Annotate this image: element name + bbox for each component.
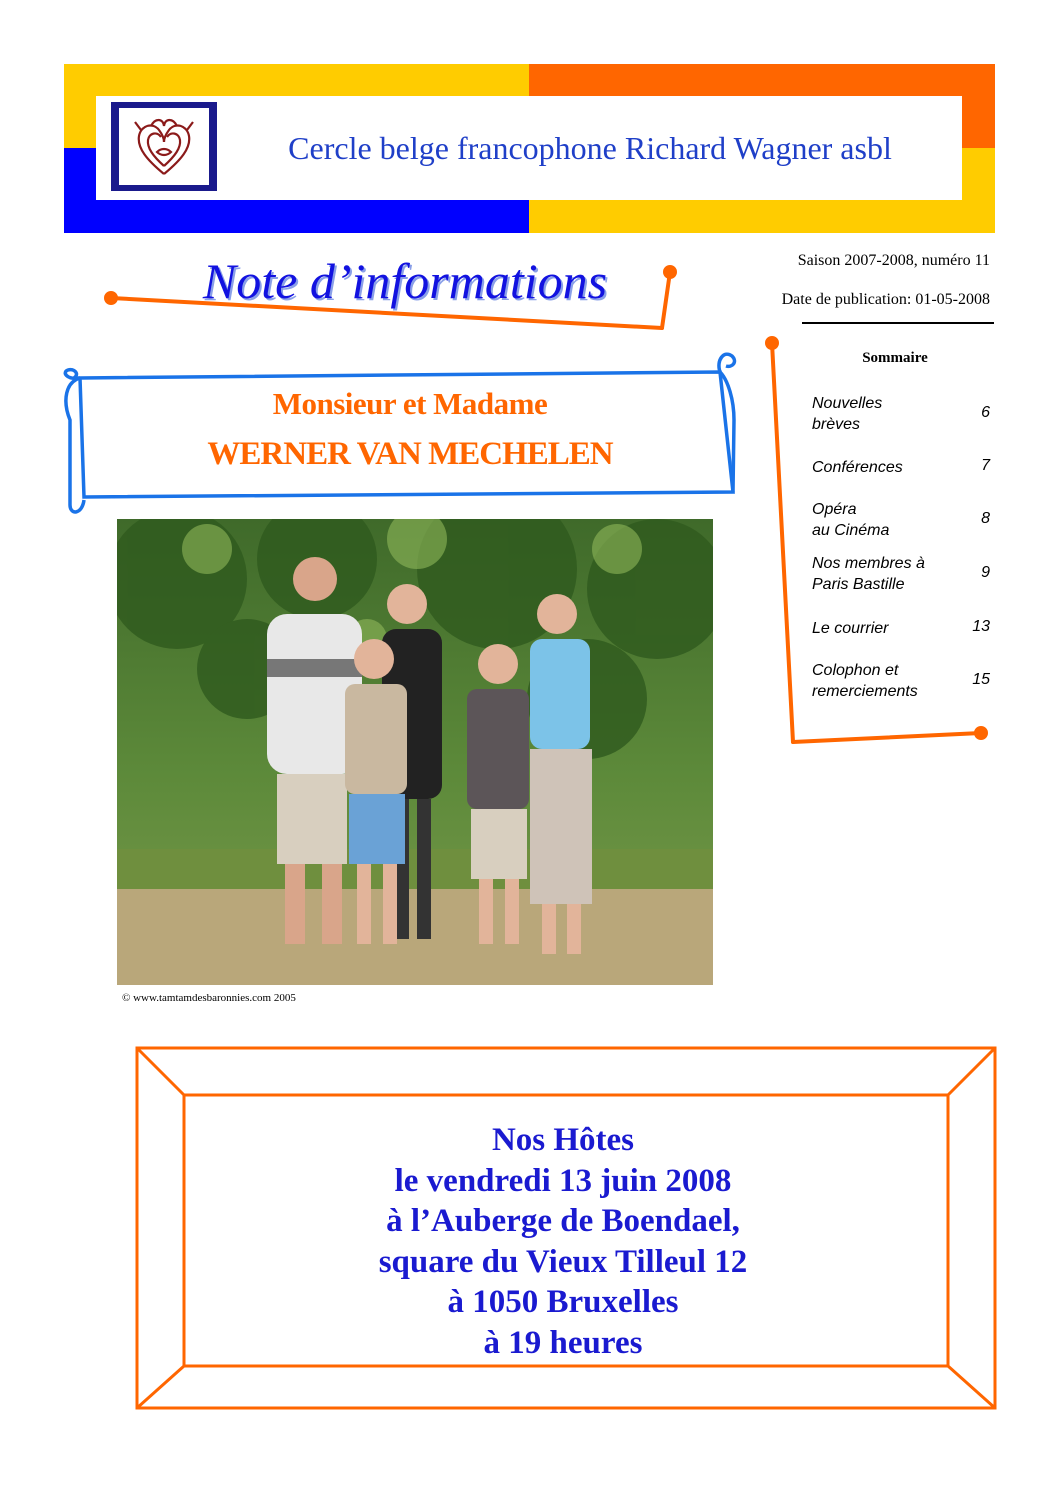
event-line: à l’Auberge de Boendael, (386, 1203, 740, 1239)
summary-item-label-line2: Paris Bastille (812, 576, 905, 593)
summary-item-page: 8 (981, 510, 990, 527)
family-photo-image (117, 519, 713, 985)
event-announcement (188, 1120, 938, 1363)
summary-heading: Sommaire (862, 350, 928, 366)
summary-item-page: 9 (981, 564, 990, 581)
summary-item-label-line2: remerciements (812, 683, 918, 700)
photo-credit: © www.tamtamdesbaronnies.com 2005 (122, 992, 296, 1004)
summary-item-label: Nos membres à (812, 555, 925, 572)
feature-name: WERNER VAN MECHELEN (207, 436, 613, 472)
summary-item-label-line2: brèves (812, 416, 861, 433)
summary-item-label: Conférences (812, 459, 903, 476)
feature-salutation: Monsieur et Madame (272, 386, 548, 421)
newsletter-title: Note d’informations (202, 253, 608, 309)
summary-item-label: Colophon et (812, 662, 899, 679)
summary-item[interactable] (812, 393, 992, 437)
event-line: Nos Hôtes (491, 1122, 635, 1158)
summary-item[interactable] (812, 457, 992, 479)
event-line: à 1050 Bruxelles (447, 1284, 679, 1320)
summary-item-label: Nouvelles (812, 395, 883, 412)
summary-item-label: Le courrier (812, 620, 889, 637)
event-line: à 19 heures (483, 1324, 643, 1361)
family-photo (117, 519, 713, 985)
summary-item-page: 7 (981, 457, 990, 474)
summary-item-label: Opéra (812, 501, 857, 518)
publication-date: Date de publication: 01-05-2008 (781, 291, 990, 308)
summary-item[interactable] (812, 553, 992, 597)
event-line: square du Vieux Tilleul 12 (378, 1243, 748, 1280)
organization-name: Cercle belge francophone Richard Wagner asbl (288, 130, 892, 166)
season-issue: Saison 2007-2008, numéro 11 (797, 252, 990, 269)
summary-item-page: 13 (972, 618, 990, 635)
summary-item[interactable] (812, 660, 992, 704)
summary-item-label-line2: au Cinéma (812, 522, 890, 539)
event-line: le vendredi 13 juin 2008 (394, 1162, 732, 1199)
summary-item-page: 15 (972, 671, 990, 688)
summary-item[interactable] (812, 618, 992, 640)
summary-item-page: 6 (981, 404, 990, 421)
summary-item[interactable] (812, 499, 992, 543)
